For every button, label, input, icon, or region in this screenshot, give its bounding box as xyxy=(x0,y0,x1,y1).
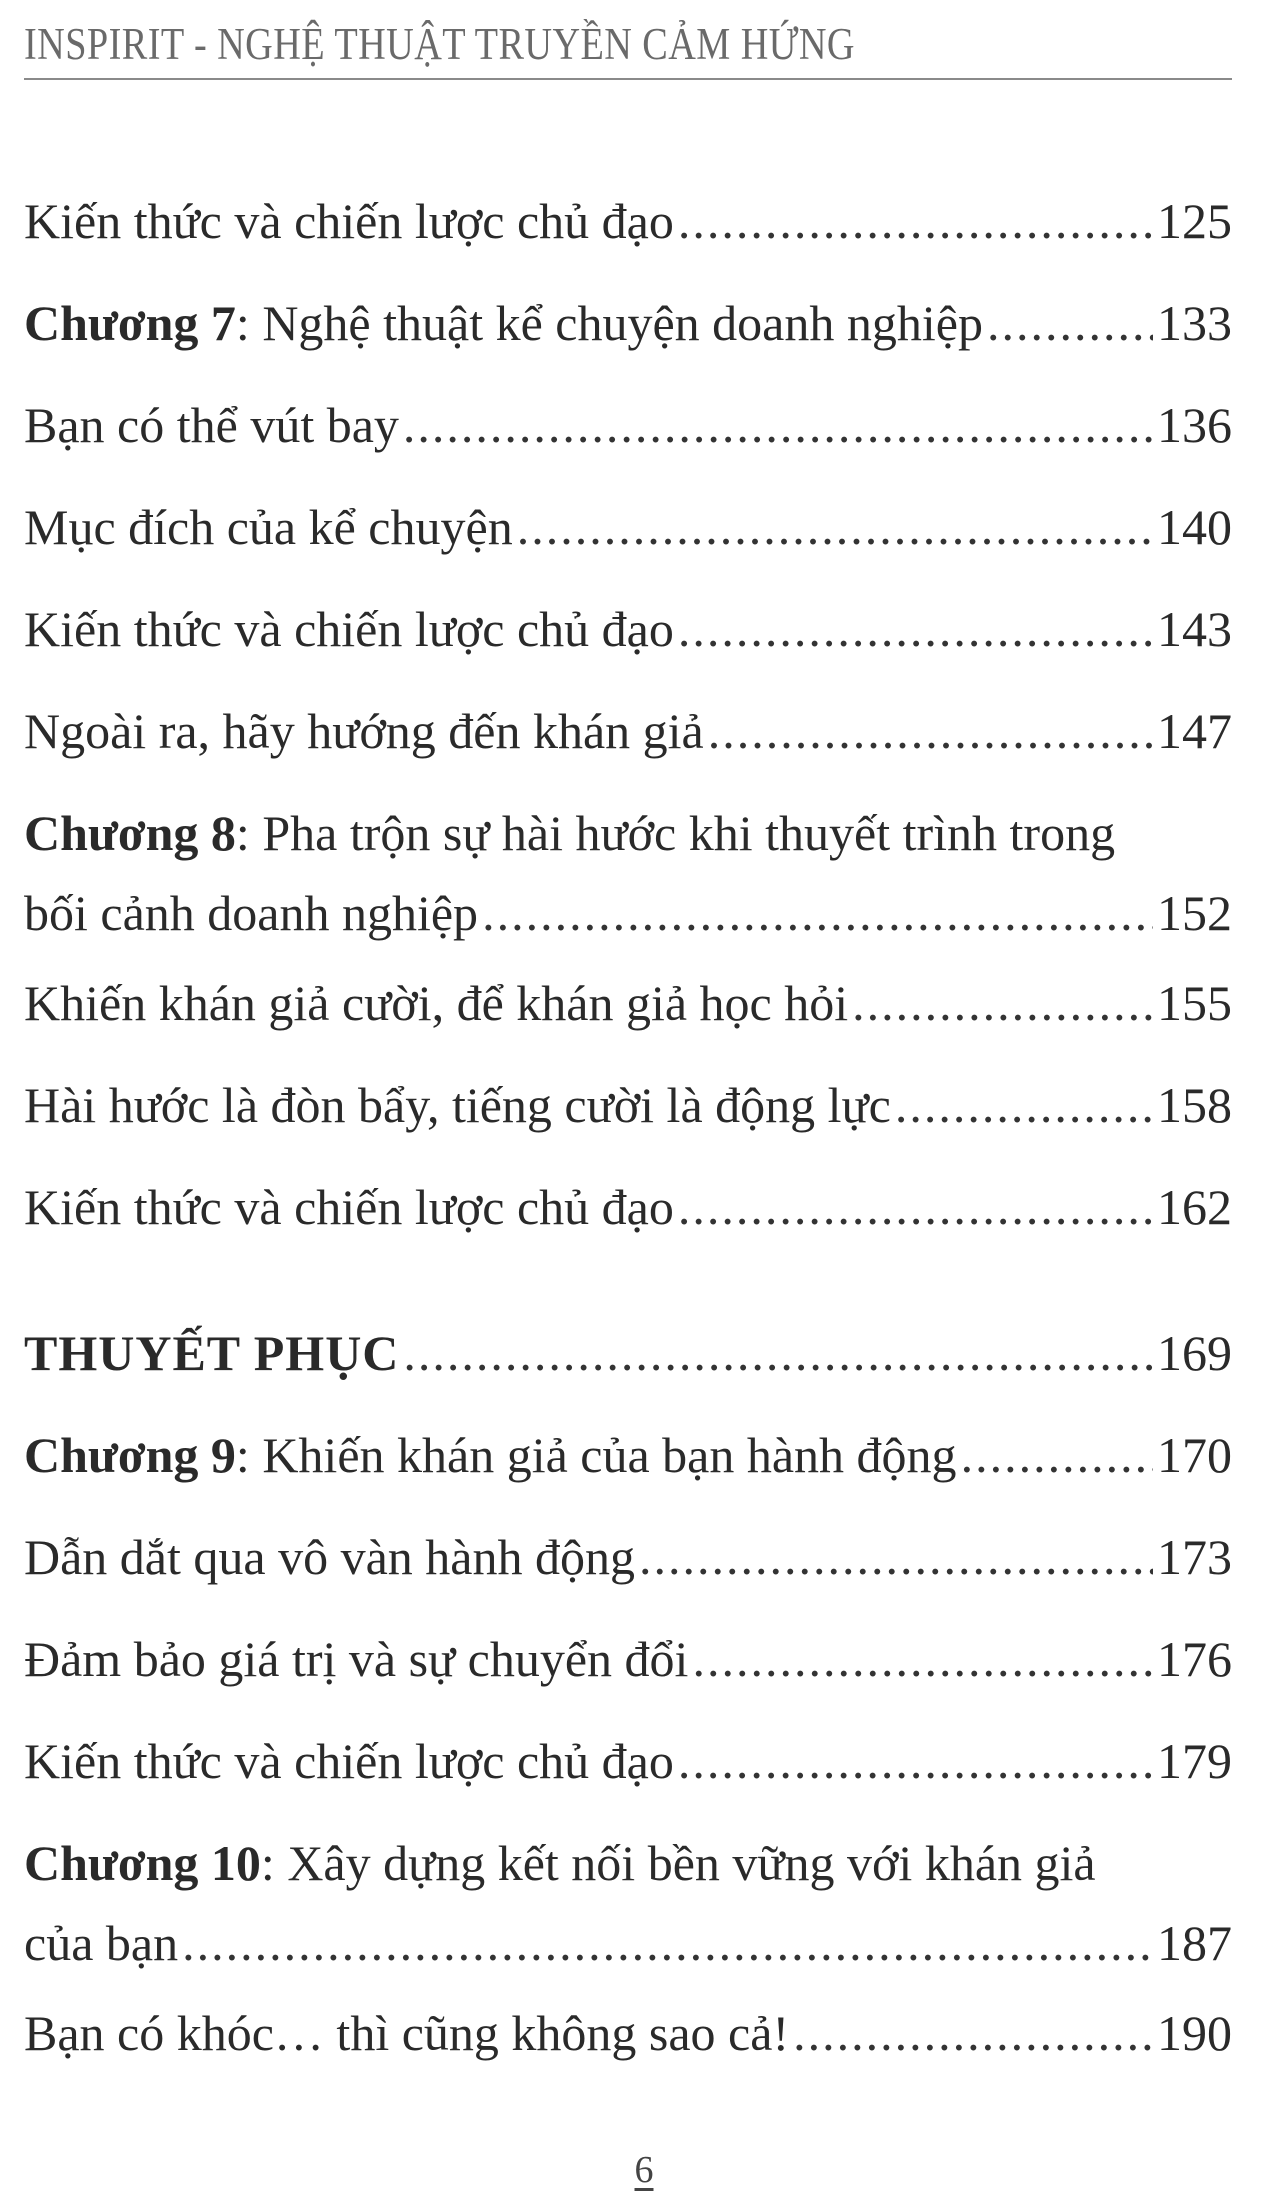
toc-entry-label: Bạn có thể vút bay xyxy=(24,397,399,453)
page-footer xyxy=(0,2148,1288,2192)
toc-entry-page: 136 xyxy=(1157,397,1232,453)
toc-entry-page: 169 xyxy=(1157,1325,1232,1381)
toc-entry xyxy=(24,392,1232,494)
toc-entry-label-line1 xyxy=(24,800,1232,880)
toc-entry-chapter xyxy=(24,290,1232,392)
chapter-number: Chương 9 xyxy=(24,1427,236,1483)
chapter-number: Chương 8 xyxy=(24,805,236,861)
toc-entry-label: Kiến thức và chiến lược chủ đạo xyxy=(24,1179,674,1235)
chapter-title: : Pha trộn sự hài hước khi thuyết trình trong xyxy=(235,805,1116,861)
dot-leader xyxy=(987,290,1153,356)
toc-entry-chapter xyxy=(24,1830,1232,1976)
toc-entry xyxy=(24,1524,1232,1626)
dot-leader xyxy=(708,698,1153,764)
toc-entry-label: Ngoài ra, hãy hướng đến khán giả xyxy=(24,703,704,759)
toc-entry-page: 162 xyxy=(1157,1179,1232,1235)
dot-leader xyxy=(639,1524,1153,1590)
toc-entry-page: 158 xyxy=(1157,1077,1232,1133)
dot-leader xyxy=(678,596,1153,662)
toc-entry-label: Hài hước là đòn bẩy, tiếng cười là động lực xyxy=(24,1077,891,1133)
dot-leader xyxy=(793,2000,1153,2066)
toc-entry-label xyxy=(24,290,983,356)
dot-leader xyxy=(692,1626,1153,1692)
toc-entry-page: 155 xyxy=(1157,975,1232,1031)
toc-entry-page: 152 xyxy=(1157,885,1232,941)
toc-entry xyxy=(24,2000,1232,2102)
toc-entry xyxy=(24,698,1232,800)
toc-entry xyxy=(24,1072,1232,1174)
toc-entry-label: của bạn xyxy=(24,1915,179,1971)
dot-leader xyxy=(517,494,1153,560)
toc-entry-label: Dẫn dắt qua vô vàn hành động xyxy=(24,1529,635,1585)
toc-entry-page: 140 xyxy=(1157,499,1232,555)
dot-leader xyxy=(895,1072,1153,1138)
toc-entry-part xyxy=(24,1320,1232,1422)
toc-entry xyxy=(24,970,1232,1072)
toc-entry-label: Đảm bảo giá trị và sự chuyển đổi xyxy=(24,1631,689,1687)
toc-entry-label-line2 xyxy=(24,1910,1232,1976)
toc-entry-page: 147 xyxy=(1157,703,1232,759)
toc-entry-label: Kiến thức và chiến lược chủ đạo xyxy=(24,1733,674,1789)
toc-entry xyxy=(24,596,1232,698)
part-title: THUYẾT PHỤC xyxy=(24,1325,400,1381)
page-number: 6 xyxy=(634,2149,654,2191)
toc-entry-label-line2 xyxy=(24,880,1232,946)
toc-entry-label: Bạn có khóc… thì cũng không sao cả! xyxy=(24,2005,790,2061)
book-title: INSPIRIT - NGHỆ THUẬT TRUYỀN CẢM HỨNG xyxy=(24,19,855,69)
toc-entry-page: 173 xyxy=(1157,1529,1232,1585)
toc-entry-chapter xyxy=(24,1422,1232,1524)
toc-entry-page: 176 xyxy=(1157,1631,1232,1687)
toc-entry-label: Kiến thức và chiến lược chủ đạo xyxy=(24,193,674,249)
toc-entry xyxy=(24,188,1232,290)
toc-entry-chapter xyxy=(24,800,1232,946)
toc-entry-label xyxy=(24,1422,957,1488)
dot-leader xyxy=(403,392,1153,458)
dot-leader xyxy=(678,1728,1153,1794)
toc-entry-page: 187 xyxy=(1157,1915,1232,1971)
toc-entry-page: 125 xyxy=(1157,193,1232,249)
dot-leader xyxy=(482,880,1153,946)
toc-entry xyxy=(24,494,1232,596)
chapter-title: : Khiến khán giả của bạn hành động xyxy=(235,1427,957,1483)
dot-leader xyxy=(182,1910,1153,1976)
table-of-contents xyxy=(24,188,1232,2102)
toc-entry-page: 143 xyxy=(1157,601,1232,657)
running-header xyxy=(24,18,1232,80)
toc-entry-label-line1 xyxy=(24,1830,1232,1910)
dot-leader xyxy=(852,970,1153,1036)
dot-leader xyxy=(403,1320,1153,1386)
dot-leader xyxy=(678,1174,1153,1240)
section-gap xyxy=(24,1276,1232,1320)
chapter-number: Chương 7 xyxy=(24,295,236,351)
toc-entry xyxy=(24,1174,1232,1276)
toc-entry-page: 133 xyxy=(1157,295,1232,351)
toc-entry xyxy=(24,1626,1232,1728)
toc-entry-page: 170 xyxy=(1157,1427,1232,1483)
chapter-number: Chương 10 xyxy=(24,1835,261,1891)
toc-entry-label: Kiến thức và chiến lược chủ đạo xyxy=(24,601,674,657)
dot-leader xyxy=(961,1422,1153,1488)
dot-leader xyxy=(678,188,1153,254)
toc-entry-label: Khiến khán giả cười, để khán giả học hỏi xyxy=(24,975,849,1031)
toc-entry-page: 179 xyxy=(1157,1733,1232,1789)
chapter-title: : Nghệ thuật kể chuyện doanh nghiệp xyxy=(235,295,983,351)
toc-entry-label: Mục đích của kể chuyện xyxy=(24,499,513,555)
toc-entry-label: bối cảnh doanh nghiệp xyxy=(24,885,479,941)
toc-entry-page: 190 xyxy=(1157,2005,1232,2061)
toc-entry xyxy=(24,1728,1232,1830)
chapter-title: : Xây dựng kết nối bền vững với khán giả xyxy=(260,1835,1096,1891)
